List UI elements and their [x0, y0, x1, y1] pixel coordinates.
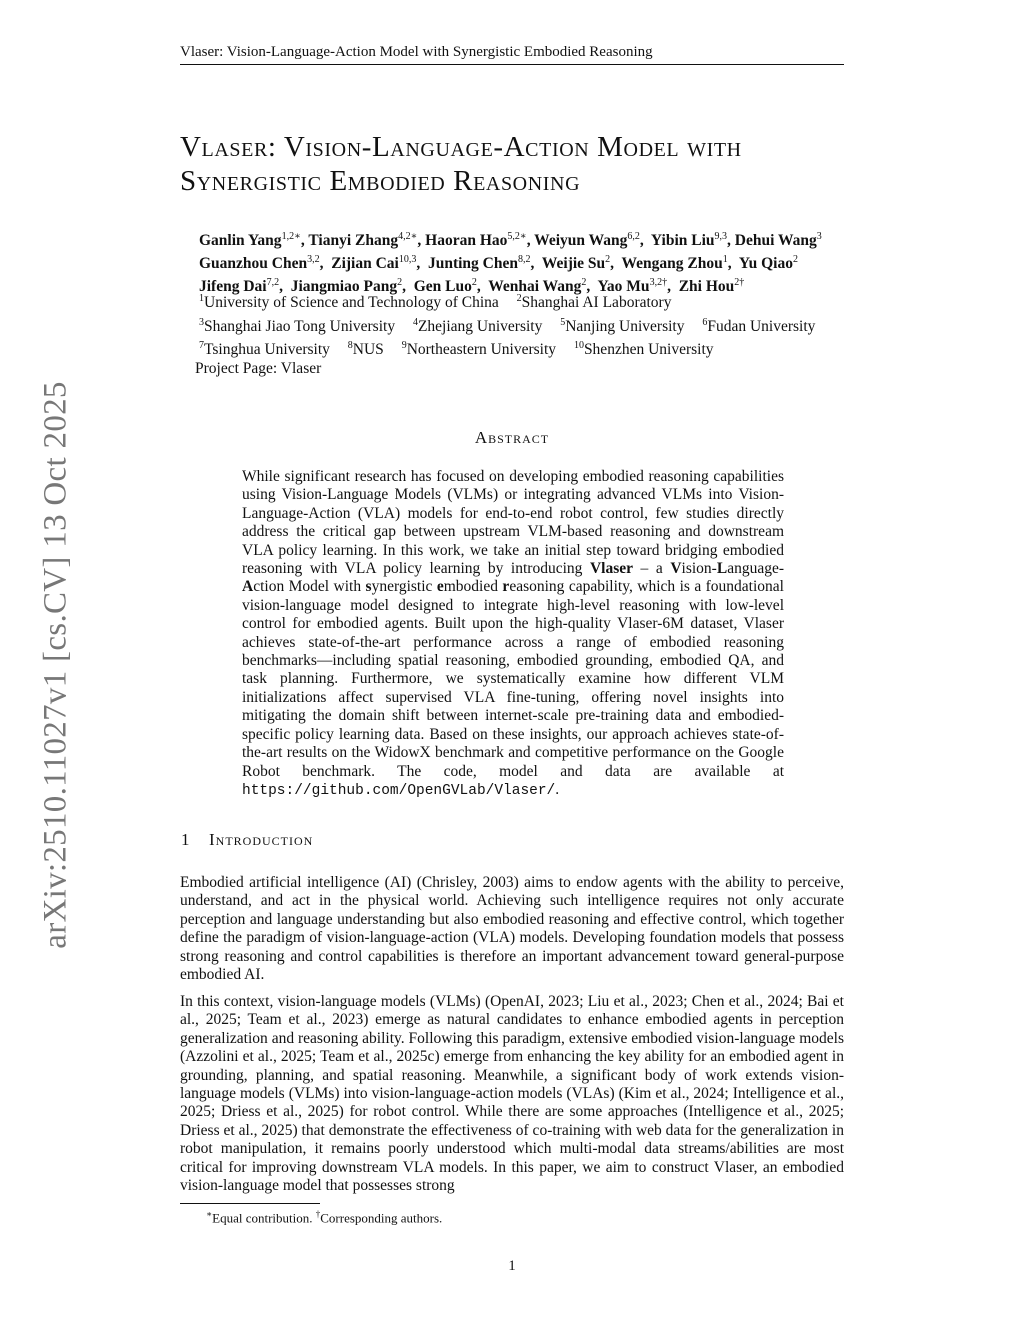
abstract-text: – a — [633, 560, 671, 578]
author-affil: 1,2∗ — [281, 231, 301, 242]
section-number: 1 — [181, 830, 191, 849]
author-affil: 3,2 — [307, 254, 320, 266]
footnote-mark: ∗ — [206, 1209, 213, 1219]
project-page-link[interactable]: Project Page: Vlaser — [195, 360, 322, 377]
acronym-rest: ision- — [681, 560, 717, 578]
affiliation-list — [199, 289, 899, 360]
affil-index: 8 — [347, 340, 353, 352]
section-title: Introduction — [209, 830, 314, 849]
author: Jifeng Dai — [199, 278, 267, 296]
author-affil: 1 — [722, 254, 728, 266]
acronym-letter: A — [242, 578, 254, 596]
affil-index: 7 — [199, 340, 204, 352]
acronym-rest: anguage- — [727, 560, 784, 578]
author-affil: 2 — [397, 277, 403, 289]
author-affil: 2 — [792, 254, 798, 266]
author: Weijie Su — [541, 255, 606, 273]
affil-index: 3 — [199, 316, 204, 328]
acronym-letter: V — [670, 560, 682, 578]
code-url-link[interactable]: https://github.com/OpenGVLab/Vlaser/ — [242, 782, 556, 799]
author-affil: 2 — [605, 254, 611, 266]
abstract-text: , which is a foundational vision-language model designed to integrate high-level reasoning with low-level control for embodied agents. Built upon the high-quality Vlaser-6M dataset, Vlaser achieves state-of-the-art performance across a range of embodied reasoning benchmarks—including spatial reasoning, embodied grounding, embodied QA, and task planning. Furthermore, we systematically examine how different VLM initializations affect supervised VLA fine-tuning, offering novel insights into mitigating the domain shift between internet-scale pre-training data and embodied-specific policy learning data. Based on these insights, our approach achieves state-of-the-art results on the WidowX benchmark and competitive performance on the Google Robot benchmark. The code, model and data are available at — [242, 578, 784, 780]
author: Tianyi Zhang — [308, 232, 399, 250]
author-affil: 10,3 — [398, 254, 417, 266]
acronym-rest: ction Model with — [253, 578, 366, 596]
footnote-divider — [180, 1203, 320, 1204]
affiliation: Zhejiang University — [417, 317, 543, 335]
affiliation: University of Science and Technology of China — [204, 294, 499, 312]
author: Haoran Hao — [425, 232, 508, 250]
author-affil: 2 — [581, 277, 587, 289]
acronym-letter: L — [716, 560, 728, 578]
affil-index: 5 — [560, 316, 566, 328]
author-affil: 4,2∗ — [398, 231, 418, 242]
affiliation: Fudan University — [707, 317, 816, 335]
affil-index: 1 — [199, 293, 204, 304]
affil-index: 10 — [573, 340, 584, 352]
section-heading-introduction — [181, 830, 313, 850]
author: Weiyun Wang — [534, 232, 628, 250]
affil-index: 6 — [702, 316, 708, 328]
title-line-1: Vlaser: Vision-Language-Action Model with — [180, 131, 742, 163]
author-affil: 9,3 — [714, 231, 728, 242]
abstract-text: . — [555, 780, 560, 798]
acronym-letter: e — [436, 578, 444, 596]
abstract-body — [242, 468, 784, 800]
page-number: 1 — [508, 1258, 516, 1274]
author: Gen Luo — [413, 278, 472, 296]
intro-paragraph-2: In this context, vision-language models (VLMs) (OpenAI, 2023; Liu et al., 2023; Chen et al., 2024; Bai et al., 2025; Team et al., 2023) emerge as natural candidates to enhance embodied agents in perception generalization and reasoning ability. Following this paradigm, extensive embodied vision-language models (Azzolini et al., 2025; Team et al., 2025c) emerge from enhancing the key ability for an embodied agent in grounding, planning, and spatial reasoning. Meanwhile, a significant body of work extends vision-language models (VLMs) into vision-language-action models (VLAs) (Kim et al., 2024; Intelligence et al., 2025; Driess et al., 2025) for robot control. While there are some approaches (Intelligence et al., 2025; Driess et al., 2025) that demonstrate the effectiveness of co-training with web data for the generalization in robot manipulation, it remains poorly understood which multi-modal data streams/abilities are most critical for improving downstream VLA models. In this paper, we aim to construct Vlaser, an embodied vision-language model that possesses strong — [180, 993, 844, 1195]
author: Jiangmiao Pang — [290, 278, 398, 296]
arxiv-stamp[interactable]: arXiv:2510.11027v1 [cs.CV] 13 Oct 2025 — [37, 381, 74, 949]
affil-index: 2 — [516, 293, 522, 304]
abstract-text: While significant research has focused on developing embodied reasoning capabilities using Vision-Language Models (VLMs) or integrating advanced VLMs into Vision-Language-Action (VLA) models for end-to-end robot control, few studies directly address the critical gap between upstream VLM-based reasoning and downstream VLA policy learning. In this work, we take an initial step toward bridging embodied reasoning with VLA policy learning by introducing — [242, 468, 784, 578]
affil-index: 4 — [412, 316, 418, 328]
footnote — [206, 1209, 442, 1226]
author-list: Ganlin Yang$^{1,2∗}$, Tianyi Zhang$^{4,2∗}$, Haoran Hao$^{5,2∗}$, Weiyun Wang$^{6,2}$, Yibin Liu$^{9,3}$, Dehui Wang$^3$ Guanzhou Chen$^{3,2}$, Zijian Cai$^{10,3}$, Junting Chen$^{8,2}$, Weijie Su$^2$, Wengang Zhou$^1$, Yu Qiao$^2$ Jifeng Dai$^{7,2}$, Jiangmiao Pang$^2$, Gen Luo$^2$, Wenhai Wang$^2$, Yao $Mu^{3,2\dagger}$, Zhi Hou$^{2\dagger}$ — [199, 231, 822, 296]
author-affil: 2 — [471, 277, 477, 289]
author-affil: 3,2† — [649, 277, 668, 289]
author-affil: 8,2 — [518, 254, 531, 266]
author-affil: 3 — [816, 231, 822, 242]
author: Dehui Wang — [734, 232, 817, 250]
acronym-rest: easoning capability — [509, 578, 629, 596]
author: Wengang Zhou — [621, 255, 723, 273]
acronym-rest: mbodied — [443, 578, 503, 596]
intro-paragraph-1: Embodied artificial intelligence (AI) (Chrisley, 2003) aims to endow agents with the ability to perceive, understand, and act in the physical world. Achieving such intelligence requires not only accurate perception and language understanding but also embodied reasoning and effective control, which together define the paradigm of vision-language-action (VLA) models. Developing foundation models that possess strong reasoning and control capabilities is therefore an important advancement toward general-purpose embodied AI. — [180, 874, 844, 984]
abstract-heading: Abstract — [474, 428, 550, 447]
affiliation: Shanghai AI Laboratory — [521, 294, 672, 312]
author-affil: 6,2 — [627, 231, 640, 242]
paper-title — [180, 130, 880, 198]
author: Zijian Cai — [331, 255, 399, 273]
author-affil: 5,2∗ — [507, 231, 527, 242]
affiliation: Shenzhen University — [583, 341, 714, 359]
footnote-text: Equal contribution. — [212, 1210, 316, 1226]
author: Yao Mu — [597, 278, 650, 296]
title-line-2: Synergistic Embodied Reasoning — [180, 165, 581, 197]
affiliation: NUS — [352, 341, 384, 359]
acronym-rest: ynergistic — [371, 578, 437, 596]
affiliation: Tsinghua University — [204, 341, 330, 359]
affiliation: Nanjing University — [565, 317, 685, 335]
author-affil: 7,2 — [266, 277, 280, 289]
footnote-text: Corresponding authors. — [320, 1210, 443, 1226]
abstract-vlaser: Vlaser — [589, 560, 633, 578]
author: Wenhai Wang — [488, 278, 582, 296]
running-head: Vlaser: Vision-Language-Action Model with Synergistic Embodied Reasoning — [180, 44, 844, 65]
affiliation: Shanghai Jiao Tong University — [204, 317, 396, 335]
author: Ganlin Yang — [199, 232, 282, 250]
author: Yu Qiao — [738, 255, 793, 273]
acronym-letter: s — [365, 578, 372, 596]
author: Junting Chen — [427, 255, 518, 273]
footnote-mark: † — [315, 1209, 321, 1219]
author: Zhi Hou — [678, 278, 735, 296]
author: Guanzhou Chen — [199, 255, 308, 273]
author-affil: 2† — [734, 277, 745, 289]
affiliation: Northeastern University — [406, 341, 557, 359]
author: Yibin Liu — [650, 232, 715, 250]
acronym-letter: r — [502, 578, 510, 596]
affil-index: 9 — [401, 340, 407, 352]
